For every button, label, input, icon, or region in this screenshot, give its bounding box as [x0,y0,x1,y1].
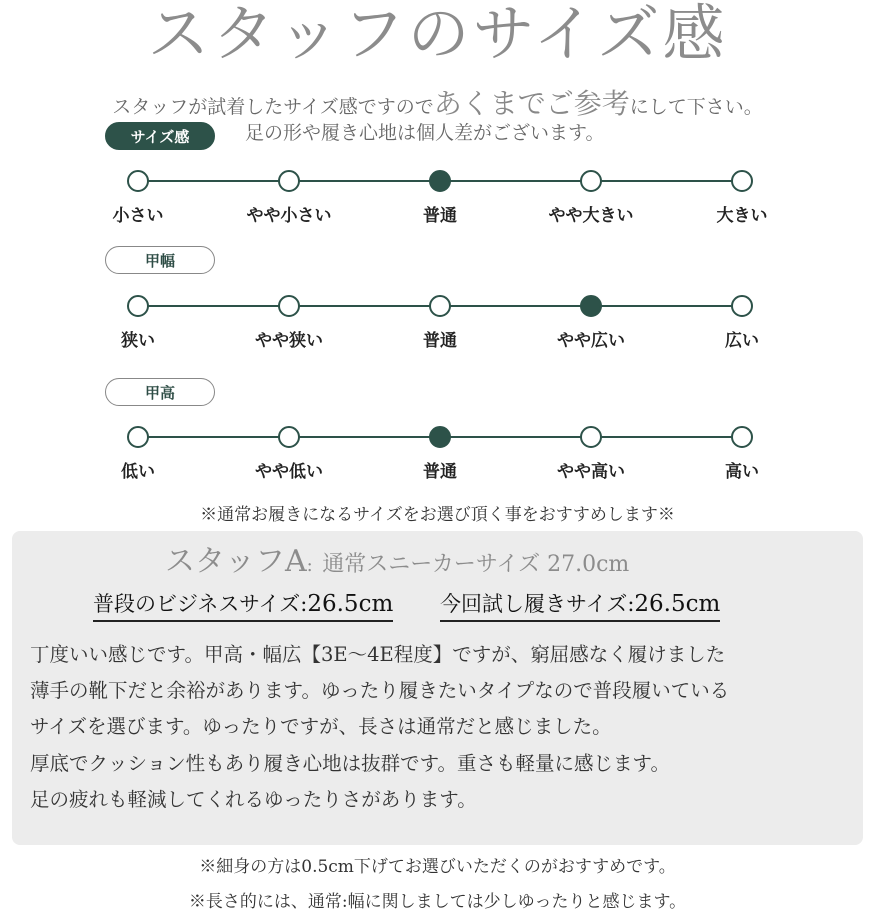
scale-height-label: 甲高 [105,378,215,406]
comment-line: 足の疲れも軽減してくれるゆったりさがあります。 [30,787,477,811]
scale-height-option: 低い [121,462,155,482]
intro-line-1 [0,82,875,122]
scale-height-dot [580,426,602,448]
staff-comments [30,637,860,818]
trial-size [440,588,720,622]
scale-height-dot [731,426,753,448]
scale-height-dot [278,426,300,448]
recommendation-note: ※通常お履きになるサイズをお選び頂く事をおすすめします※ [200,505,675,525]
staff-header [165,536,629,580]
scale-height-option: やや高い [557,462,625,482]
staff-name: スタッフA [165,544,307,579]
comment-line: 厚底でクッション性もあり履き心地は抜群です。重さも軽量に感じます。 [30,751,670,775]
scale-height-option: やや低い [255,462,323,482]
comment-line: 丁度いい感じです。甲高・幅広【3E～4E程度】ですが、窮屈感なく履けました [30,643,726,666]
comment-line: 薄手の靴下だと余裕があります。ゆったり履きたいタイプなので普段履いている [30,679,730,703]
scale-size-option: 普通 [423,206,457,226]
scale-width-option: 普通 [423,331,457,351]
scale-width-dot [278,295,300,317]
scale-size-option: 小さい [112,206,164,226]
intro-line-2: 足の形や履き心地は個人差がございます。 [245,122,605,144]
scale-size-dot [278,170,300,192]
scale-height-option: 高い [725,462,759,482]
business-size-value: 26.5cm [307,591,394,617]
scale-width-option: 広い [725,331,759,351]
scale-height-dot [127,426,149,448]
intro-emphasis: あくまでご参考 [433,87,630,120]
page-title: スタッフのサイズ感 [147,0,728,70]
scale-width-dot [429,295,451,317]
scale-size-dot [127,170,149,192]
scale-size-option: 大きい [716,206,768,226]
business-size-label: 普段のビジネスサイズ: [93,592,308,616]
scale-width-label: 甲幅 [105,246,215,274]
scale-width-option: 狭い [121,331,155,351]
scale-size-option: やや大きい [548,206,634,226]
scale-height-option: 普通 [423,462,457,482]
trial-size-value: 26.5cm [634,591,721,617]
scale-height-dot [429,426,451,448]
comment-line: サイズを選びます。ゆったりですが、長さは通常だと感じました。 [30,715,612,739]
scale-width-option: やや狭い [255,331,323,351]
scale-width-option: やや広い [557,331,625,351]
staff-usual-size: 通常スニーカーサイズ 27.0cm [322,552,630,577]
footnote-slim: ※細身の方は0.5cm下げてお選びいただくのがおすすめです。 [199,857,676,877]
scale-width-dot [580,295,602,317]
intro-text-end: にして下さい。 [629,96,763,118]
scale-width-dot [731,295,753,317]
scale-size-option: やや小さい [246,206,332,226]
scale-size-dot [731,170,753,192]
scale-size-dot [429,170,451,192]
scale-size-label: サイズ感 [105,122,215,150]
business-size [93,588,393,622]
scale-width-dot [127,295,149,317]
scale-size-dot [580,170,602,192]
trial-size-label: 今回試し履きサイズ: [440,592,635,616]
intro-text: スタッフが試着したサイズ感ですので [112,96,434,118]
staff-colon: : [306,555,313,576]
footnote-length: ※長さ的には、通常:幅に関しましては少しゆったりと感じます。 [188,892,687,912]
